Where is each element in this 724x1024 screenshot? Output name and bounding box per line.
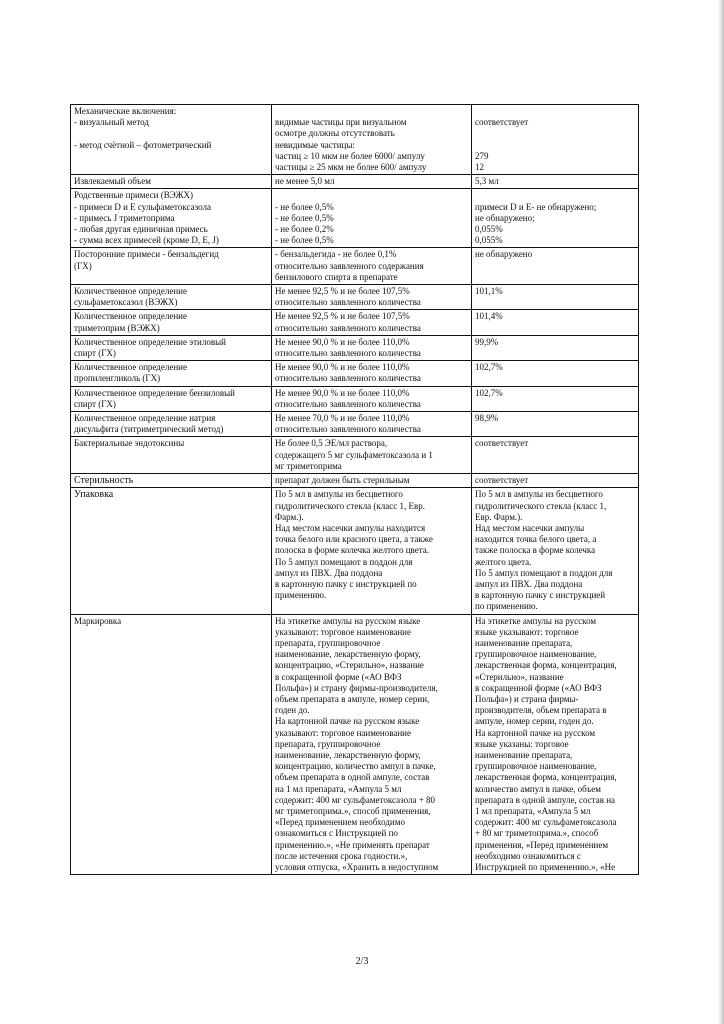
result-cell	[472, 614, 639, 875]
cell-line: 102,7%	[475, 362, 503, 373]
cell-line: после истечения срока годности.»,	[275, 850, 408, 861]
result-cell	[472, 189, 639, 248]
cell-line: не обнаружено	[475, 249, 533, 260]
result-cell	[472, 285, 639, 310]
cell-line: препарата, группировочное	[275, 738, 381, 749]
cell-line: языке указывают: торговое	[475, 626, 579, 637]
norm-cell	[272, 386, 472, 411]
cell-line	[475, 106, 635, 117]
cell-line: спирт (ГХ)	[74, 398, 116, 409]
table-row-assay-sodium-disulfite	[71, 412, 639, 437]
cell-line: Инструкцией по применению.», «Не	[475, 862, 616, 872]
cell-line: 1 мл препарата, «Ампула 5 мл	[475, 805, 591, 816]
parameter-cell	[71, 437, 272, 474]
table-row-assay-benzyl-alcohol	[71, 386, 639, 411]
cell-line: По 5 мл в ампулы из бесцветного	[475, 489, 603, 500]
cell-line: Извлекаемый объем	[74, 176, 151, 187]
cell-line: Родственные примеси (ВЭЖХ)	[74, 190, 194, 201]
result-cell	[472, 361, 639, 386]
cell-line: - не более 0,5%	[275, 212, 334, 223]
table-row-bacterial-endotoxins	[71, 437, 639, 474]
cell-line: наименование, лекарственную форму,	[275, 749, 421, 760]
cell-line: - примесь J триметоприма	[74, 212, 175, 223]
cell-line: - не более 0,5%	[275, 235, 334, 246]
specification-table	[70, 104, 639, 875]
cell-line: - примеси D и E сульфаметоксазола	[74, 201, 211, 212]
cell-line: Не менее 90,0 % и не более 110,0%	[275, 387, 410, 398]
cell-line: мг триметоприма	[275, 460, 342, 471]
cell-line: Евр. Фарм.).	[475, 511, 523, 522]
cell-line: соответствует	[475, 117, 529, 128]
cell-line: в сокращенной форме («АО ВФЗ	[475, 682, 602, 693]
cell-line	[275, 190, 468, 201]
cell-line: (ГХ)	[74, 260, 92, 271]
cell-line: По 5 ампул помещают в поддон для	[275, 556, 413, 567]
cell-line: На этикетке ампулы на русском	[475, 615, 597, 626]
cell-line: не обнаружено;	[475, 212, 535, 223]
cell-line: Над местом насечки ампулы	[475, 522, 585, 533]
cell-line: По 5 мл в ампулы из бесцветного	[275, 489, 403, 500]
table-row-extractable-volume	[71, 175, 639, 189]
cell-line: На картонной пачке на русском	[475, 727, 596, 738]
cell-line: также полоска в форме колечка	[475, 545, 596, 556]
cell-line: годен до.	[275, 705, 310, 716]
cell-line: языке указаны: торговое	[475, 738, 569, 749]
cell-line: необходимо ознакомиться с	[475, 850, 581, 861]
norm-cell	[272, 488, 472, 614]
cell-line: не менее 5,0 мл	[275, 176, 335, 187]
cell-line: - не более 0,5%	[275, 201, 334, 212]
cell-line: По 5 ампул помещают в поддон для	[475, 567, 613, 578]
table-row-sterility	[71, 474, 639, 488]
cell-line: содержащего 5 мг сульфаметоксазола и 1	[275, 449, 433, 460]
cell-line: Количественное определение	[74, 286, 187, 297]
cell-line: Польфа») и страна фирмы-	[475, 693, 579, 704]
cell-line: мг триметоприма.», способ применения,	[275, 805, 431, 816]
cell-line: На картонной пачке на русском языке	[275, 716, 420, 727]
parameter-cell	[71, 488, 272, 614]
cell-line: Фарм.).	[275, 511, 304, 522]
cell-line: 99,9%	[475, 336, 499, 347]
table-row-packaging	[71, 488, 639, 614]
result-cell	[472, 175, 639, 189]
cell-line: триметоприм (ВЭЖХ)	[74, 322, 160, 333]
cell-line: препарат должен быть стерильным	[275, 475, 410, 486]
parameter-cell	[71, 285, 272, 310]
result-cell	[472, 488, 639, 614]
cell-line: полоска в форме колечка желтого цвета.	[275, 545, 430, 556]
norm-cell	[272, 335, 472, 360]
cell-line: Не менее 92,5 % и не более 107,5%	[275, 311, 410, 322]
cell-line: 102,7%	[475, 387, 503, 398]
cell-line	[475, 128, 635, 139]
cell-line: концентрацию, «Стерильно», название	[275, 660, 424, 671]
cell-line	[74, 128, 268, 139]
cell-line: дисульфита (титриметрический метод)	[74, 424, 224, 435]
cell-line: Над местом насечки ампулы находится	[275, 522, 426, 533]
cell-line: - визуальный метод	[74, 117, 149, 128]
parameter-cell	[71, 248, 272, 285]
cell-line: содержит: 400 мг сульфаметоксазола + 80	[275, 794, 436, 805]
cell-line: количество ампул в пачке, объем	[475, 783, 601, 794]
table-row-foreign-impurities-benzaldehyde	[71, 248, 639, 285]
cell-line	[475, 140, 635, 151]
cell-line: лекарственная форма, концентрация,	[475, 772, 617, 783]
cell-line: производителя, объем препарата в	[475, 705, 607, 716]
result-cell	[472, 248, 639, 285]
cell-line: «Перед применением необходимо	[275, 817, 405, 828]
cell-line: Бактериальные эндотоксины	[74, 438, 185, 449]
table-row-assay-sulfamethoxazole	[71, 285, 639, 310]
result-cell	[472, 412, 639, 437]
cell-line: по применению.	[475, 601, 538, 612]
cell-line: наименование препарата,	[475, 749, 573, 760]
cell-line: 0,055%	[475, 235, 503, 246]
parameter-cell	[71, 386, 272, 411]
cell-line: Польфа») и страну фирмы-производителя,	[275, 682, 438, 693]
parameter-cell	[71, 361, 272, 386]
cell-line	[275, 106, 468, 117]
cell-line: - сумма всех примесей (кроме D, E, J)	[74, 235, 219, 246]
cell-line: наименование препарата,	[475, 637, 573, 648]
parameter-cell	[71, 189, 272, 248]
parameter-cell	[71, 310, 272, 335]
cell-line: на 1 мл препарата, «Ампула 5 мл	[275, 783, 402, 794]
cell-line: Не более 0,5 ЭЕ/мл раствора,	[275, 438, 388, 449]
cell-line: 101,1%	[475, 286, 503, 297]
norm-cell	[272, 248, 472, 285]
cell-line: Количественное определение этиловый	[74, 336, 226, 347]
cell-line: условия отпуска, «Хранить в недоступном	[275, 862, 439, 872]
norm-cell	[272, 474, 472, 488]
cell-line: точка белого или красного цвета, а также	[275, 534, 433, 545]
cell-line: ампуле, номер серии, годен до.	[475, 716, 594, 727]
cell-line: объем препарата в ампуле, номер серии,	[275, 693, 430, 704]
cell-line: Не менее 70,0 % и не более 110,0%	[275, 413, 410, 424]
parameter-cell	[71, 105, 272, 175]
cell-line: Посторонние примеси - бензальдегид	[74, 249, 219, 260]
cell-line: препарата в одной ампуле, состав на	[475, 794, 616, 805]
result-cell	[472, 310, 639, 335]
result-cell	[472, 474, 639, 488]
cell-line: пропиленгликоль (ГХ)	[74, 373, 161, 384]
cell-line: - не более 0,2%	[275, 224, 334, 235]
table-row-mechanical-inclusions	[71, 105, 639, 175]
page-number: 2/3	[355, 956, 369, 967]
norm-cell	[272, 175, 472, 189]
norm-cell	[272, 361, 472, 386]
cell-line	[475, 190, 635, 201]
cell-line: видимые частицы при визуальном	[275, 117, 407, 128]
table-row-assay-ethanol	[71, 335, 639, 360]
cell-line: На этикетке ампулы на русском языке	[275, 615, 421, 626]
cell-line: 0,055%	[475, 224, 503, 235]
cell-line: спирт (ГХ)	[74, 348, 116, 359]
cell-line: в картонную пачку с инструкцией	[475, 590, 606, 601]
cell-line: 279	[475, 150, 489, 161]
cell-line: + 80 мг триметоприма.», способ	[475, 828, 599, 839]
cell-line: частиц ≥ 10 мкм не более 6000/ ампулу	[275, 150, 425, 161]
cell-line: Не менее 92,5 % и не более 107,5%	[275, 286, 410, 297]
cell-line: невидимые частицы:	[275, 139, 355, 150]
cell-line: бензилового спирта в препарате	[275, 271, 398, 282]
cell-line: относительно заявленного количества	[275, 424, 421, 435]
cell-line: Количественное определение	[74, 311, 187, 322]
cell-line: препарата, группировочное	[275, 637, 381, 648]
cell-line: 5,3 мл	[475, 176, 499, 187]
cell-line: Упаковка	[74, 489, 114, 501]
parameter-cell	[71, 335, 272, 360]
cell-line: Стерильность	[74, 475, 134, 487]
cell-line: частицы ≥ 25 мкм не более 600/ ампулу	[275, 162, 427, 173]
cell-line: применению.	[275, 590, 327, 601]
cell-line: ампул из ПВХ. Два поддона	[475, 578, 583, 589]
cell-line: «Стерильно», название	[475, 671, 564, 682]
cell-line: содержит: 400 мг сульфаметоксазола	[475, 817, 617, 828]
cell-line: относительно заявленного количества	[275, 322, 421, 333]
norm-cell	[272, 614, 472, 875]
result-cell	[472, 437, 639, 474]
cell-line: указывают: торговое наименование	[275, 626, 411, 637]
cell-line: Не менее 90,0 % и не более 110,0%	[275, 336, 410, 347]
cell-line: примеси D и E- не обнаружено;	[475, 201, 597, 212]
norm-cell	[272, 437, 472, 474]
cell-line: относительно заявленного содержания	[275, 260, 424, 271]
cell-line: относительно заявленного количества	[275, 398, 421, 409]
cell-line: Не менее 90,0 % и не более 110,0%	[275, 362, 410, 373]
cell-line: Механические включения:	[74, 106, 177, 116]
cell-line: ампул из ПВХ. Два поддона	[275, 567, 383, 578]
cell-line: объем препарата в одной ампуле, состав	[275, 772, 430, 783]
table-row-assay-propylene-glycol	[71, 361, 639, 386]
norm-cell	[272, 412, 472, 437]
norm-cell	[272, 189, 472, 248]
cell-line: применения, «Перед применением	[475, 839, 609, 850]
result-cell	[472, 386, 639, 411]
table-row-related-impurities	[71, 189, 639, 248]
cell-line: ознакомиться с Инструкцией по	[275, 828, 398, 839]
cell-line: Количественное определение натрия	[74, 413, 216, 424]
cell-line: группировочное наименование,	[475, 649, 597, 660]
cell-line: осмотре должны отсутствовать	[275, 128, 395, 139]
cell-line: концентрацию, количество ампул в пачке,	[275, 761, 436, 772]
table-row-assay-trimethoprim	[71, 310, 639, 335]
parameter-cell	[71, 175, 272, 189]
cell-line: гидролитического стекла (класс 1,	[475, 500, 607, 511]
parameter-cell	[71, 412, 272, 437]
cell-line: Количественное определение бензиловый	[74, 387, 235, 398]
cell-line: относительно заявленного количества	[275, 348, 421, 359]
cell-line: наименование, лекарственную форму,	[275, 649, 421, 660]
page-edge-shadow	[718, 0, 724, 1024]
cell-line: соответствует	[475, 475, 529, 486]
result-cell	[472, 335, 639, 360]
cell-line: относительно заявленного количества	[275, 373, 421, 384]
result-cell	[472, 105, 639, 175]
parameter-cell	[71, 614, 272, 875]
cell-line: желтого цвета.	[475, 556, 532, 567]
norm-cell	[272, 285, 472, 310]
cell-line: Количественное определение	[74, 362, 187, 373]
cell-line: соответствует	[475, 438, 529, 449]
cell-line: указывают: торговое наименование	[275, 727, 411, 738]
cell-line: - метод счётной – фотометрический	[74, 139, 212, 150]
cell-line: лекарственная форма, концентрация,	[475, 660, 617, 671]
cell-line: сульфаметоксазол (ВЭЖХ)	[74, 297, 178, 308]
cell-line: находится точка белого цвета, а	[475, 534, 597, 545]
cell-line: 98,9%	[475, 413, 499, 424]
cell-line: применению.», «Не применять препарат	[275, 839, 430, 850]
cell-line: группировочное наименование,	[475, 761, 597, 772]
cell-line: гидролитического стекла (класс 1, Евр.	[275, 500, 426, 511]
cell-line: относительно заявленного количества	[275, 297, 421, 308]
cell-line: 101,4%	[475, 311, 503, 322]
table-row-labeling	[71, 614, 639, 875]
cell-line: в сокращенной форме («АО ВФЗ	[275, 671, 402, 682]
norm-cell	[272, 105, 472, 175]
parameter-cell	[71, 474, 272, 488]
cell-line: - любая другая единичная примесь	[74, 224, 208, 235]
cell-line: в картонную пачку с инструкцией по	[275, 578, 417, 589]
norm-cell	[272, 310, 472, 335]
cell-line: Маркировка	[74, 615, 122, 626]
cell-line: - бензальдегида - не более 0,1%	[275, 249, 397, 260]
cell-line: 12	[475, 162, 484, 173]
specification-table-body	[71, 105, 639, 875]
